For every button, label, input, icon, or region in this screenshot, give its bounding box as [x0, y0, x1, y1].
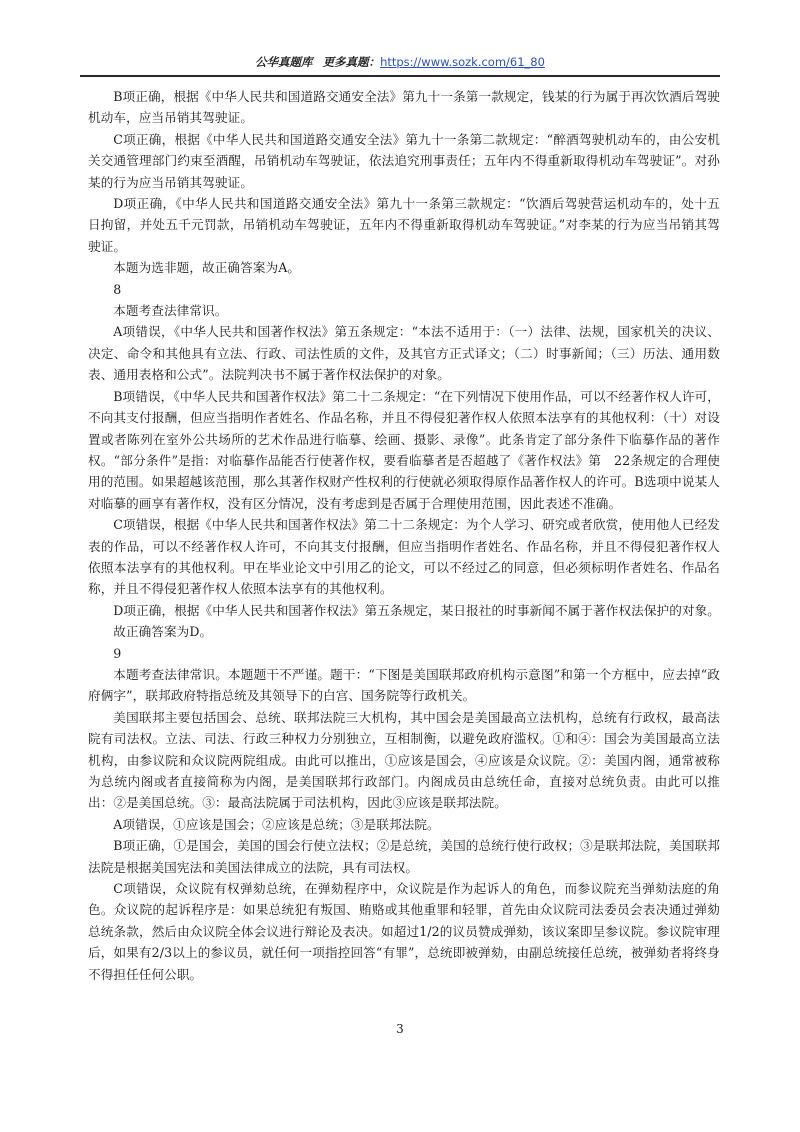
paragraph: A项错误，《中华人民共和国著作权法》第五条规定：“本法不适用于：（一）法律、法规，国家机关的决议、决定、命令和其他具有立法、行政、司法性质的文件，及其官方正式译文；（二）时事新闻；（三）历法、通用数表、通用表格和公式”。法院判决书不属于著作权法保护的对象。: [88, 324, 720, 383]
paragraph: 故正确答案为D。: [113, 624, 213, 640]
page-number: 3: [396, 1022, 404, 1036]
header-link[interactable]: https://www.sozk.com/61_80: [380, 55, 545, 69]
paragraph: 本题考查法律常识。: [113, 303, 228, 319]
header-brand: 公华真题库: [255, 55, 313, 69]
paragraph: D项正确，《中华人民共和国道路交通安全法》第九十一条第三款规定：“饮酒后驾驶营运机动车的，处十五日拘留，并处五千元罚款，吊销机动车驾驶证，五年内不得重新取得机动车驾驶证。”对李某的行为应当吊销其驾驶证。: [88, 196, 720, 254]
question-number: 9: [113, 645, 122, 661]
paragraph: 本题考查法律常识。本题题干不严谨。题干：“下图是美国联邦政府机构示意图”和第一个方框中，应去掉“政府俩字”，联邦政府特指总统及其领导下的白宫、国务院等行政机关。: [88, 666, 720, 704]
paragraph: A项错误，①应该是国会；②应该是总统；③是联邦法院。: [113, 816, 440, 832]
paragraph: B项正确，根据《中华人民共和国道路交通安全法》第九十一条第一款规定，钱某的行为属于再次饮酒后驾驶机动车，应当吊销其驾驶证。: [88, 89, 720, 126]
header-label: 更多真题：: [322, 55, 381, 69]
paragraph: 美国联邦主要包括国会、总统、联邦法院三大机构，其中国会是美国最高立法机构，总统有行政权，最高法院有司法权。立法、司法、行政三种权力分别独立，互相制衡，以避免政府滥权。①和④：国会为美国最高立法机构，由参议院和众议院两院组成。由此可以推出，①应该是国会，④应该是众议院。②：美国内阁，通常被称为总统内阁或者直接简称为内阁，是美国联邦行政部门。内阁成员由总统任命，直接对总统负责。由此可以推出：②是美国总统。③：最高法院属于司法机构，因此③应该是联邦法院。: [88, 709, 720, 811]
paragraph: C项错误，众议院有权弹劾总统，在弹劾程序中，众议院是作为起诉人的角色，而参议院充当弹劾法庭的角色。众议院的起诉程序是：如果总统犯有叛国、贿赂或其他重罪和轻罪，首先由众议院司法委员会表决通过弹劾总统条款，然后由众议院全体会议进行辩论及表决。如超过1/2的议员赞成弹劾，该议案即呈参议院。参议院审理后，如果有2/3以上的参议员，就任何一项指控回答“有罪”，总统即被弹劾，由副总统接任总统，被弹劾者将终身不得担任任何公职。: [88, 881, 720, 982]
paragraph: B项错误，《中华人民共和国著作权法》第二十二条规定：“在下列情况下使用作品，可以不经著作权人许可，不向其支付报酬，但应当指明作者姓名、作品名称，并且不得侵犯著作权人依照本法享有的其他权利：（十）对设置或者陈列在室外公共场所的艺术作品进行临摹、绘画、摄影、录像”。此条肯定了部分条件下临摹作品的著作权。“部分条件”是指：对临摹作品能否行使著作权，要看临摹者是否超越了《著作权法》第 22条规定的合理使用的范围。如果超越该范围，那么其著作权财产性权利的行使就必须取得原作品著作权人的许可。B选项中说某人对临摹的画享有著作权，没有区分情况，没有考虑到是否属于合理使用范围，因此表述不准确。: [88, 388, 720, 511]
document-body: [88, 86, 720, 985]
header-divider: [80, 75, 720, 77]
page-header: [80, 52, 720, 76]
question-number: 8: [113, 281, 122, 297]
paragraph: B项正确，①是国会，美国的国会行使立法权；②是总统，美国的总统行使行政权；③是联邦法院，美国联邦法院是根据美国宪法和美国法律成立的法院，具有司法权。: [88, 838, 720, 875]
paragraph: 本题为选非题，故正确答案为A。: [113, 260, 301, 276]
paragraph: C项错误，根据《中华人民共和国著作权法》第二十二条规定：为个人学习、研究或者欣赏，使用他人已经发表的作品，可以不经著作权人许可，不向其支付报酬，但应当指明作者姓名、作品名称，并且不得侵犯著作权人依照本法享有的其他权利。甲在毕业论文中引用乙的论文，可以不经过乙的同意，但必须标明作者姓名、作品名称，并且不得侵犯著作权人依照本法享有的其他权利。: [88, 517, 720, 597]
paragraph: D项正确，根据《中华人民共和国著作权法》第五条规定，某日报社的时事新闻不属于著作权法保护的对象。: [113, 602, 720, 618]
paragraph: C项正确，根据《中华人民共和国道路交通安全法》第九十一条第二款规定：“醉酒驾驶机动车的，由公安机关交通管理部门约束至酒醒，吊销机动车驾驶证，依法追究刑事责任；五年内不得重新取得机动车驾驶证”。对孙某的行为应当吊销其驾驶证。: [88, 131, 720, 190]
